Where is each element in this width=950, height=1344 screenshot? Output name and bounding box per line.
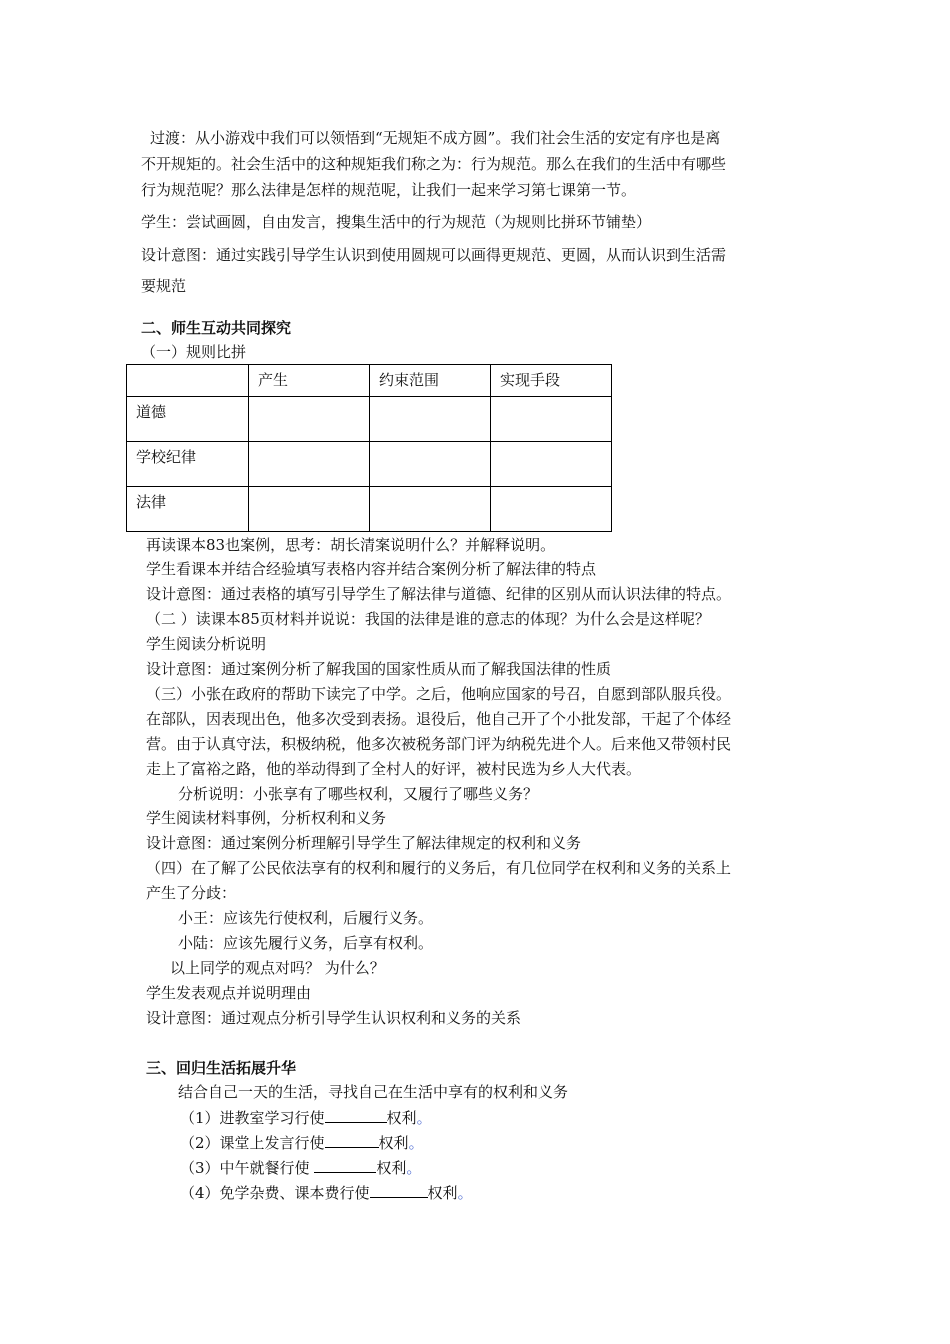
item-end: 。	[416, 1109, 432, 1127]
table-cell	[249, 442, 370, 487]
text-line: 学生看课本并结合经验填写表格内容并结合案例分析了解法律的特点	[146, 560, 597, 578]
transition-line-1: 过渡：从小游戏中我们可以领悟到“无规矩不成方圆”。我们社会生活的安定有序也是离	[150, 129, 721, 147]
transition-line-3: 行为规范呢？那么法律是怎样的规范呢，让我们一起来学习第七课第一节。	[141, 181, 637, 199]
text-line: 营。由于认真守法，积极纳税，他多次被税务部门评为纳税先进个人。后来他又带领村民	[146, 735, 732, 753]
section3-intro: 结合自己一天的生活，寻找自己在生活中享有的权利和义务	[178, 1083, 569, 1101]
text-line: （三）小张在政府的帮助下读完了中学。之后，他响应国家的号召，自愿到部队服兵役。	[146, 685, 732, 703]
text-line: 产生了分歧：	[146, 884, 237, 902]
item-end: 。	[408, 1134, 424, 1152]
text-line: （二 ）读课本85页材料并说说：我国的法律是谁的意志的体现？为什么会是这样呢？	[146, 610, 710, 628]
table-row	[127, 397, 612, 442]
table-cell	[370, 487, 491, 532]
table-cell	[370, 442, 491, 487]
text-line: 设计意图：通过案例分析理解引导学生了解法律规定的权利和义务	[146, 834, 582, 852]
item-prefix: （2）课堂上发言行使	[180, 1134, 325, 1152]
item-prefix: （4）免学杂费、课本费行使	[180, 1184, 370, 1202]
design-intent-line-1: 设计意图：通过实践引导学生认识到使用圆规可以画得更规范、更圆，从而认识到生活需	[141, 246, 727, 264]
subsection-1-title: （一）规则比拼	[141, 343, 247, 361]
text-line: 以上同学的观点对吗？ 为什么？	[170, 959, 385, 977]
text-line: 小王：应该先行使权利，后履行义务。	[178, 909, 434, 927]
item-end: 。	[406, 1159, 422, 1177]
blank-item-4	[180, 1182, 473, 1203]
table-row	[127, 442, 612, 487]
text-line: 分析说明：小张享有了哪些权利，又履行了哪些义务？	[178, 785, 539, 803]
item-end: 。	[457, 1184, 473, 1202]
item-suffix: 权利	[427, 1184, 458, 1202]
table-row-header: 法律	[127, 487, 249, 532]
table-row-header: 道德	[127, 397, 249, 442]
item-suffix: 权利	[376, 1159, 407, 1177]
blank-item-1	[180, 1107, 432, 1128]
text-line: 学生阅读分析说明	[146, 635, 267, 653]
table-cell	[370, 397, 491, 442]
text-line: 学生阅读材料事例，分析权利和义务	[146, 809, 387, 827]
text-line: （四）在了解了公民依法享有的权利和履行的义务后，有几位同学在权利和义务的关系上	[146, 859, 732, 877]
text-line: 设计意图：通过表格的填写引导学生了解法律与道德、纪律的区别从而认识法律的特点。	[146, 585, 732, 603]
item-prefix: （1）进教室学习行使	[180, 1109, 325, 1127]
text-line: 再读课本83也案例，思考：胡长清案说明什么？并解释说明。	[146, 536, 556, 554]
text-line: 学生发表观点并说明理由	[146, 984, 312, 1002]
fill-blank	[325, 1107, 387, 1123]
blank-item-3	[180, 1157, 421, 1178]
section-heading-3: 三、回归生活拓展升华	[146, 1059, 297, 1077]
fill-blank	[314, 1157, 376, 1173]
text-line: 走上了富裕之路，他的举动得到了全村人的好评，被村民选为乡人大代表。	[146, 760, 642, 778]
student-activity: 学生：尝试画圆，自由发言，搜集生活中的行为规范（为规则比拼环节铺垫）	[141, 213, 652, 231]
item-suffix: 权利	[378, 1134, 409, 1152]
table-row-header: 学校纪律	[127, 442, 249, 487]
table-header-cell: 约束范围	[370, 365, 491, 397]
transition-line-2: 不开规矩的。社会生活中的这种规矩我们称之为：行为规范。那么在我们的生活中有哪些	[141, 155, 727, 173]
table-header-cell	[127, 365, 249, 397]
table-header-cell: 实现手段	[491, 365, 612, 397]
fill-blank	[370, 1182, 428, 1198]
text-line: 小陆：应该先履行义务，后享有权利。	[178, 934, 434, 952]
rules-comparison-table	[126, 364, 612, 532]
table-cell	[491, 442, 612, 487]
section-heading-2: 二、师生互动共同探究	[141, 319, 292, 337]
fill-blank	[325, 1132, 379, 1148]
blank-item-2	[180, 1132, 424, 1153]
table-cell	[249, 487, 370, 532]
text-line: 在部队，因表现出色，他多次受到表扬。退役后，他自己开了个小批发部，干起了个体经	[146, 710, 732, 728]
text-line: 设计意图：通过观点分析引导学生认识权利和义务的关系	[146, 1009, 522, 1027]
table-cell	[491, 487, 612, 532]
text-line: 设计意图：通过案例分析了解我国的国家性质从而了解我国法律的性质	[146, 660, 612, 678]
table-cell	[249, 397, 370, 442]
item-prefix: （3）中午就餐行使	[180, 1159, 315, 1177]
table-header-row	[127, 365, 612, 397]
design-intent-line-2: 要规范	[141, 277, 187, 295]
table-header-cell: 产生	[249, 365, 370, 397]
table-cell	[491, 397, 612, 442]
table-row	[127, 487, 612, 532]
item-suffix: 权利	[386, 1109, 417, 1127]
